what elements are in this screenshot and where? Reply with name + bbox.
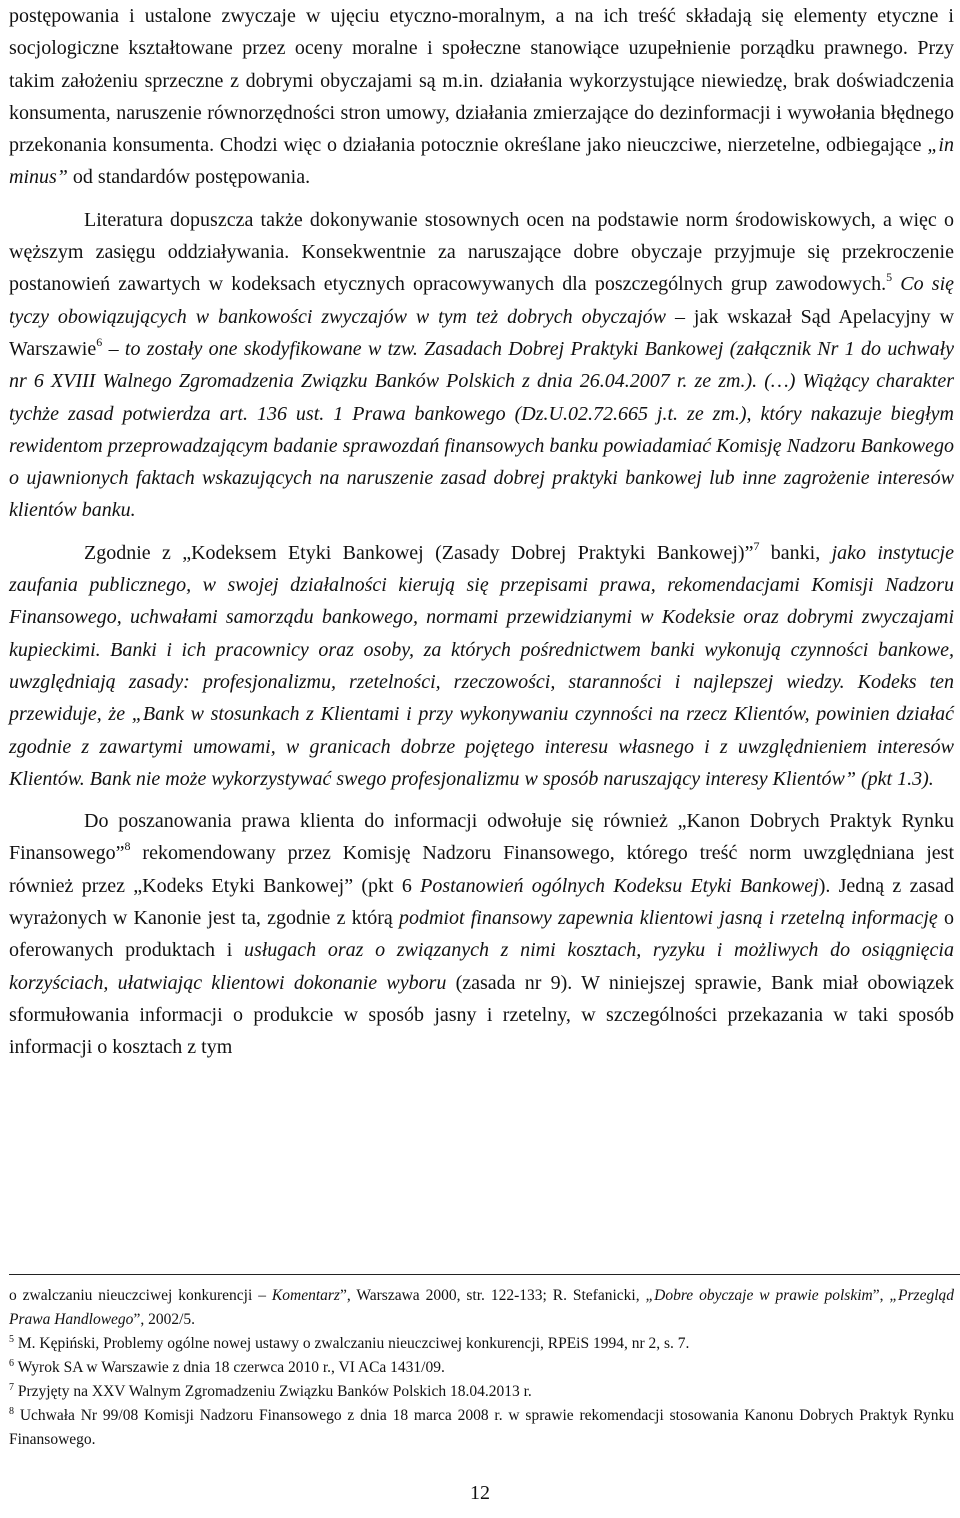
paragraph-4-text-f: o oferowanych produktach i [9, 907, 955, 962]
footnote-8-number: 8 [9, 1406, 14, 1417]
footnote-7 [9, 1380, 954, 1404]
paragraph-4-text-b: rekomendowany przez Komisję Nadzoru Finansowego, którego treść norm uwzględniana jest również przez „Kodeks Etyki Bankowej” (pkt 6 [9, 842, 954, 897]
paragraph-3-quote: jako instytucje zaufania publicznego, w swojej działalności kierują się przepisami prawa, rekomendacjami Komisji Nadzoru Finansowego, uchwałami samorządu bankowego, normami przewidzianymi w Kodeksie oraz dobrymi zwyczajami kupieckimi. Banki i ich pracownicy oraz osoby, za których pośrednictwem banki wykonują czynności bankowe, uwzględniają zasady: profesjonalizmu, rzetelności, rzeczowości, staranności i najlepszej wiedzy. Kodeks ten przewiduje, że „Bank w stosunkach z Klientami i przy wykonywaniu czynności na rzecz Klientów, powinien działać zgodnie z zawartymi umowami, w granicach dobrze pojętego interesu własnego i z uwzględnieniem interesów Klientów. Bank nie może wykorzystywać swego profesjonalizmu w sposób naruszający interesy Klientów” (pkt 1.3). [9, 541, 954, 790]
footnote-ref-8[interactable]: 8 [124, 839, 131, 854]
footnote-continuation [9, 1284, 954, 1332]
footnote-cont-f: „Przegląd Prawa Handlowego [9, 1287, 955, 1328]
paragraph-2-text-b: Co się tyczy obowiązujących w bankowości zwyczajów w tym też dobrych obyczajów [9, 273, 955, 328]
paragraph-3-text-a: Zgodnie z „Kodeksem Etyki Bankowej (Zasady Dobrej Praktyki Bankowej)” [84, 541, 754, 564]
footnote-7-text: Przyjęty na XXV Walnym Zgromadzeniu Związku Banków Polskich 18.04.2013 r. [14, 1383, 532, 1400]
footnote-cont-c: ”, Warszawa 2000, str. 122-133; R. Stefanicki, [339, 1287, 646, 1304]
footnote-cont-e: ”, [872, 1287, 890, 1304]
footnote-ref-7[interactable]: 7 [753, 538, 760, 553]
footnote-8 [9, 1404, 954, 1452]
paragraph-4-text-h: (zasada nr 9). W niniejszej sprawie, Bank miał obowiązek sformułowania informacji o produkcie w sposób jasny i rzetelny, w szczególności przekazania w taki sposób informacji o kosztach z tym [9, 971, 954, 1059]
paragraph-1 [9, 0, 954, 194]
paragraph-2-text-a: Literatura dopuszcza także dokonywanie stosownych ocen na podstawie norm środowiskowych, a więc o węższym zasięgu oddziaływania. Konsekwentnie za naruszające dobre obyczaje przyjmuje się przekroczenie postanowień zawartych w kodeksach etycznych opracowywanych dla poszczególnych grup zawodowych. [9, 208, 954, 296]
footnote-separator [9, 1274, 960, 1275]
footnote-ref-5[interactable]: 5 [886, 270, 893, 285]
page-number: 12 [470, 1482, 490, 1504]
paragraph-2-text-c: – jak wskazał Sąd Apelacyjny w Warszawie [9, 305, 955, 360]
paragraph-1-text-c: od standardów postępowania. [67, 166, 311, 189]
paragraph-1-text-a: postępowania i ustalone zwyczaje w ujęciu etyczno-moralnym, a na ich treść składają się elementy etyczne i socjologiczne kształtowane przez oceny moralne i społeczne stanowiące uzupełnienie porządku prawnego. Przy takim założeniu sprzeczne z dobrymi obyczajami są m.in. działania wykorzystujące niewiedzę, brak doświadczenia konsumenta, naruszenie równorzędności stron umowy, działania zmierzające do dezinformacji i wywołania błędnego przekonania konsumenta. Chodzi więc o działania potocznie określane jako nieuczciwe, nierzetelne, odbiegające [9, 5, 954, 157]
footnote-5 [9, 1332, 954, 1356]
paragraph-2 [9, 204, 954, 527]
footnote-5-number: 5 [9, 1334, 14, 1345]
footnote-7-number: 7 [9, 1382, 14, 1393]
paragraph-1-in-minus: „in minus” [9, 134, 954, 189]
footnote-cont-a: o zwalczaniu nieuczciwej konkurencji – [9, 1287, 272, 1304]
footnote-ref-6[interactable]: 6 [96, 334, 103, 349]
paragraph-2-quote: – to zostały one skodyfikowane w tzw. Zasadach Dobrej Praktyki Bankowej (załącznik Nr 1 do uchwały nr 6 XVIII Walnego Zgromadzenia Związku Banków Polskich z dnia 26.04.2007 r. ze zm.). (…) Wiążący charakter tychże zasad potwierdza art. 136 ust. 1 Prawa bankowego (Dz.U.02.72.665 j.t. ze zm.), który nakazuje biegłym rewidentom przeprowadzającym badanie sprawozdań finansowych banku powiadamiać Komisję Nadzoru Bankowego o ujawnionych faktach wskazujących na naruszenie zasad dobrej praktyki bankowej lub inne zagrożenie interesów klientów banku. [9, 337, 954, 522]
footnote-6 [9, 1356, 954, 1380]
footnotes [9, 1284, 954, 1452]
footnote-6-number: 6 [9, 1358, 14, 1369]
paragraph-3 [9, 537, 954, 795]
footnote-cont-g: ”, 2002/5. [133, 1311, 195, 1328]
footnote-5-text: M. Kępiński, Problemy ogólne nowej ustawy o zwalczaniu nieuczciwej konkurencji, RPEiS 1994, nr 2, s. 7. [14, 1335, 690, 1352]
paragraph-4-text-e: podmiot finansowy zapewnia klientowi jasną i rzetelną informację [398, 907, 938, 930]
paragraph-4-text-c: Postanowień ogólnych Kodeksu Etyki Bankowej [420, 874, 819, 897]
footnote-cont-d: „Dobre obyczaje w prawie polskim [645, 1287, 873, 1304]
paragraph-4-text-a: Do poszanowania prawa klienta do informacji odwołuje się również „Kanon Dobrych Praktyk Rynku Finansowego” [9, 810, 954, 865]
paragraph-3-text-b: banki, [759, 541, 832, 564]
footnote-8-text: Uchwała Nr 99/08 Komisji Nadzoru Finansowego z dnia 18 marca 2008 r. w sprawie rekomendacji stosowania Kanonu Dobrych Praktyk Rynku Finansowego. [9, 1407, 954, 1448]
footnote-6-text: Wyrok SA w Warszawie z dnia 18 czerwca 2010 r., VI ACa 1431/09. [14, 1359, 445, 1376]
paragraph-4-text-d: ). Jedną z zasad wyrażonych w Kanonie jest ta, zgodnie z którą [9, 874, 954, 930]
footnote-cont-b: Komentarz [271, 1287, 340, 1304]
main-text [9, 0, 954, 1064]
paragraph-4 [9, 805, 954, 1063]
paragraph-4-text-g: usługach oraz o związanych z nimi kosztach, ryzyku i możliwych do osiągnięcia korzyściach, ułatwiając klientowi dokonanie wyboru [9, 939, 954, 994]
